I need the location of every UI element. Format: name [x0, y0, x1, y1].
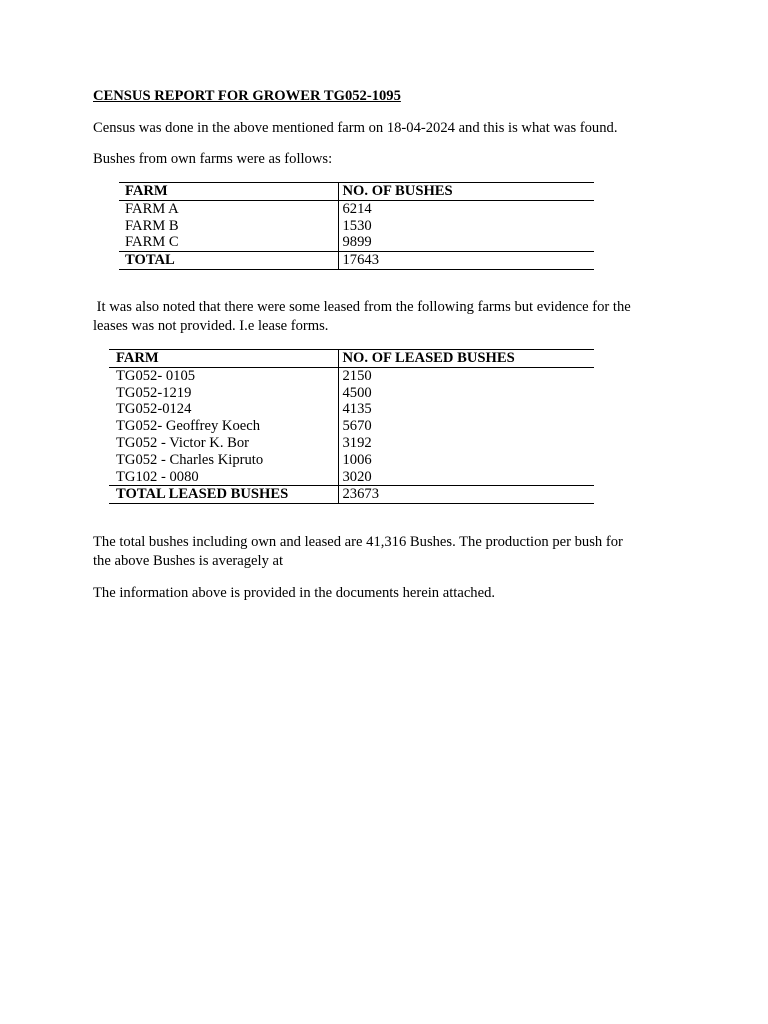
leased-intro-paragraph: [93, 298, 631, 336]
own-farms-intro: Bushes from own farms were as follows:: [93, 151, 333, 167]
bushes-cell: 9899: [338, 234, 594, 251]
farm-cell: FARM C: [125, 234, 179, 251]
intro-paragraph: Census was done in the above mentioned farm on 18-04-2024 and this is what was found.: [93, 120, 618, 136]
farm-cell: FARM B: [125, 217, 179, 234]
bushes-cell: 2150: [338, 367, 594, 384]
table-row: [109, 418, 594, 435]
farm-cell: TG052-0124: [116, 401, 192, 418]
total-value: 23673: [338, 486, 594, 504]
column-header-farm: FARM: [109, 350, 338, 368]
column-header-farm: FARM: [119, 183, 338, 201]
farm-cell: TG052-1219: [116, 384, 192, 401]
farm-cell: TG052 - Charles Kipruto: [116, 451, 264, 468]
bushes-cell: 5670: [338, 418, 594, 435]
table-row: [109, 385, 594, 402]
own-farms-table: [119, 182, 594, 270]
summary-paragraph: [93, 533, 623, 571]
table-row: [119, 200, 594, 217]
farm-cell: TG052- 0105: [116, 367, 196, 384]
farm-cell: FARM A: [125, 200, 179, 217]
farm-cell: TG052- Geoffrey Koech: [116, 418, 260, 435]
table-row: [109, 435, 594, 452]
leased-intro-line: It was also noted that there were some leased from the following farms but evidence for the: [93, 299, 631, 315]
farm-cell: TG052 - Victor K. Bor: [116, 434, 250, 451]
bushes-cell: 4135: [338, 401, 594, 418]
summary-line: the above Bushes is averagely at: [93, 553, 284, 569]
bushes-cell: 1006: [338, 452, 594, 469]
table-total-row: [119, 252, 594, 270]
table-row: [109, 367, 594, 384]
bushes-cell: 3192: [338, 435, 594, 452]
column-header-leased-bushes: NO. OF LEASED BUSHES: [338, 350, 594, 368]
leased-farms-table: [109, 349, 594, 504]
column-header-bushes: NO. OF BUSHES: [338, 183, 594, 201]
bushes-cell: 4500: [338, 385, 594, 402]
table-header-row: [119, 183, 594, 201]
closing-paragraph: The information above is provided in the documents herein attached.: [93, 585, 496, 601]
table-row: [109, 401, 594, 418]
table-total-row: [109, 486, 594, 504]
table-row: [109, 452, 594, 469]
table-row: [119, 234, 594, 251]
bushes-cell: 3020: [338, 469, 594, 486]
table-row: [119, 218, 594, 235]
total-label: TOTAL LEASED BUSHES: [109, 486, 338, 504]
total-label: TOTAL: [119, 252, 338, 270]
summary-line: The total bushes including own and leased are 41,316 Bushes. The production per bush for: [93, 534, 623, 550]
total-value: 17643: [338, 252, 594, 270]
bushes-cell: 1530: [338, 218, 594, 235]
farm-cell: TG102 - 0080: [116, 468, 199, 485]
leased-intro-line: leases was not provided. I.e lease forms.: [93, 318, 329, 334]
table-row: [109, 469, 594, 486]
bushes-cell: 6214: [338, 200, 594, 217]
table-header-row: [109, 350, 594, 368]
report-title: CENSUS REPORT FOR GROWER TG052-1095: [93, 88, 401, 104]
